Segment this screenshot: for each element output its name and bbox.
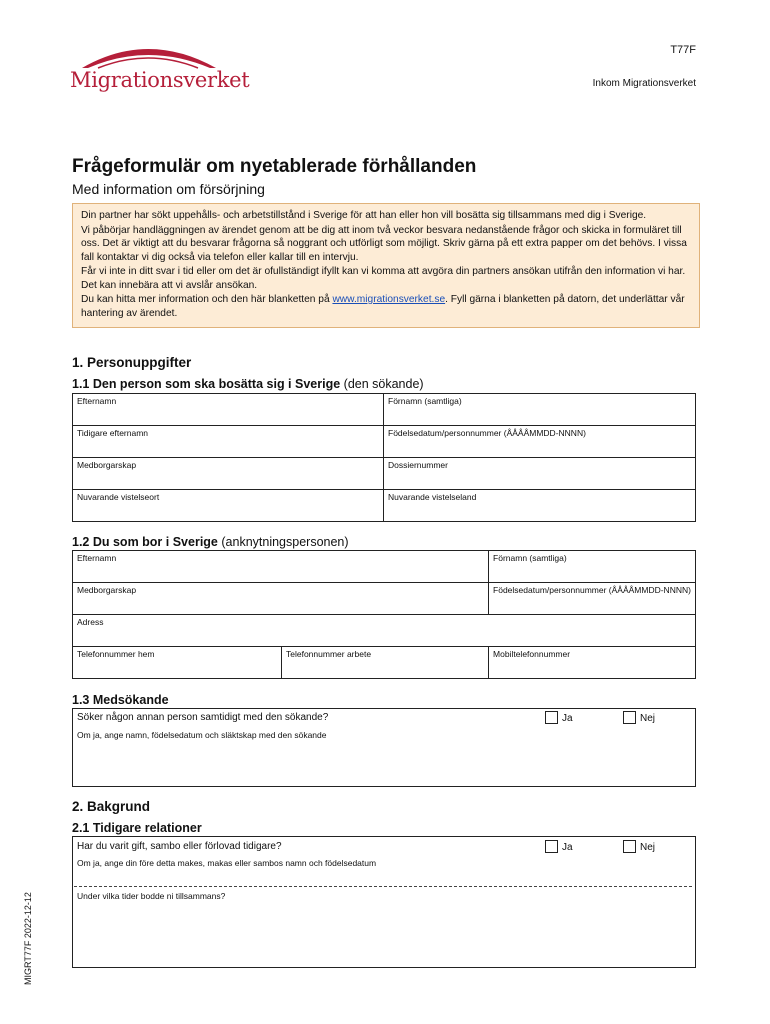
info-text-before-link: Du kan hitta mer information och den här blanketten på — [81, 294, 333, 305]
info-paragraph-1: Din partner har sökt uppehålls- och arbetstillstånd i Sverige för att han eller hon vill bosätta sig tillsammans med dig i Sverige. — [81, 210, 647, 221]
sponsor-mobile-field[interactable] — [489, 647, 696, 679]
field-label: Födelsedatum/personnummer (ÅÅÅÅMMDD-NNNN) — [493, 585, 691, 595]
info-text-after-link: . Fyll gärna i blanketten på datorn, det underlättar vår hantering av ärendet. — [81, 294, 685, 319]
previous-relations-detail-field[interactable] — [74, 870, 692, 886]
co-applicant-yes-label: Ja — [562, 713, 573, 724]
applicant-residence-country-field[interactable] — [384, 490, 696, 522]
logo-text: Migrationsverket — [70, 68, 250, 92]
field-label: Medborgarskap — [77, 585, 137, 595]
previous-relations-yes-checkbox[interactable] — [545, 840, 558, 853]
sponsor-address-field[interactable] — [73, 615, 696, 647]
section-1-2-heading-note: (anknytningspersonen) — [221, 535, 349, 549]
field-label: Nuvarande vistelseort — [77, 492, 160, 502]
applicant-table — [72, 393, 696, 522]
section-1-2-heading — [72, 535, 349, 549]
form-id: T77F — [670, 44, 696, 56]
section-1-heading: 1. Personuppgifter — [72, 355, 192, 370]
field-label: Förnamn (samtliga) — [493, 553, 567, 563]
sponsor-citizenship-field[interactable] — [73, 583, 489, 615]
field-label: Mobiltelefonnummer — [493, 649, 571, 659]
co-applicant-detail-field[interactable] — [74, 742, 692, 782]
info-paragraph-2: Vi påbörjar handläggningen av ärendet genom att be dig att inom två veckor besvara nedanstående frågor och skicka in formuläret till oss. Det är viktigt att du besvarar frågorna så noggrant och utförligt som möjligt. Skriv gärna på ett extra papper om det behövs. I vissa fall kontaktar vi dig också via telefon eller kallar till en intervju. — [81, 224, 687, 263]
section-1-1-heading-note: (den sökande) — [343, 377, 424, 391]
previous-relations-yes-label: Ja — [562, 842, 573, 853]
dashed-divider — [74, 886, 692, 887]
field-label: Förnamn (samtliga) — [388, 396, 462, 406]
page-subtitle: Med information om försörjning — [72, 181, 265, 197]
sponsor-table — [72, 550, 696, 679]
field-label: Telefonnummer hem — [77, 649, 155, 659]
previous-relations-question: Har du varit gift, sambo eller förlovad tidigare? — [77, 841, 282, 852]
co-applicant-no-checkbox[interactable] — [623, 711, 636, 724]
section-1-2-heading-bold: 1.2 Du som bor i Sverige — [72, 535, 218, 549]
applicant-residence-place-field[interactable] — [73, 490, 384, 522]
field-label: Födelsedatum/personnummer (ÅÅÅÅMMDD-NNNN) — [388, 428, 586, 438]
field-label: Nuvarande vistelseland — [388, 492, 477, 502]
applicant-surname-field[interactable] — [73, 394, 384, 426]
info-paragraph-4 — [81, 293, 691, 320]
received-label: Inkom Migrationsverket — [592, 78, 696, 89]
applicant-citizenship-field[interactable] — [73, 458, 384, 490]
section-2-heading: 2. Bakgrund — [72, 799, 151, 814]
website-link[interactable]: www.migrationsverket.se — [332, 294, 446, 305]
cohabitation-period-label: Under vilka tider bodde ni tillsammans? — [77, 891, 226, 901]
sponsor-home-phone-field[interactable] — [73, 647, 282, 679]
field-label: Efternamn — [77, 396, 117, 406]
form-version-side-text: MIGRT77F 2022-12-12 — [23, 892, 33, 985]
co-applicant-yes-checkbox[interactable] — [545, 711, 558, 724]
previous-relations-no-checkbox[interactable] — [623, 840, 636, 853]
section-1-1-heading-bold: 1.1 Den person som ska bosätta sig i Sverige — [72, 377, 341, 391]
applicant-firstname-field[interactable] — [384, 394, 696, 426]
applicant-birthdate-field[interactable] — [384, 426, 696, 458]
applicant-former-surname-field[interactable] — [73, 426, 384, 458]
cohabitation-period-field[interactable] — [74, 903, 692, 963]
field-label: Telefonnummer arbete — [286, 649, 372, 659]
info-paragraph-3: Får vi inte in ditt svar i tid eller om det är ofullständigt ifyllt kan vi komma att avgöra din partners ansökan utifrån den information vi har. Det kan innebära att vi avslår ansökan. — [81, 266, 686, 291]
page-title: Frågeformulär om nyetablerade förhållanden — [72, 156, 477, 177]
logo-arc-icon — [78, 38, 218, 70]
sponsor-work-phone-field[interactable] — [282, 647, 489, 679]
field-label: Medborgarskap — [77, 460, 137, 470]
co-applicant-detail-label: Om ja, ange namn, födelsedatum och släktskap med den sökande — [77, 730, 327, 740]
info-box — [72, 203, 700, 328]
migrationsverket-logo — [70, 38, 250, 98]
previous-relations-detail-label: Om ja, ange din före detta makes, makas eller sambos namn och födelsedatum — [77, 858, 377, 868]
applicant-dossier-field[interactable] — [384, 458, 696, 490]
co-applicant-no-label: Nej — [640, 713, 656, 724]
section-2-1-heading: 2.1 Tidigare relationer — [72, 821, 202, 835]
section-1-1-heading — [72, 377, 424, 391]
field-label: Efternamn — [77, 553, 117, 563]
sponsor-birthdate-field[interactable] — [489, 583, 696, 615]
co-applicant-question: Söker någon annan person samtidigt med den sökande? — [77, 712, 329, 723]
sponsor-surname-field[interactable] — [73, 551, 489, 583]
section-1-3-heading: 1.3 Medsökande — [72, 693, 169, 707]
previous-relations-no-label: Nej — [640, 842, 656, 853]
field-label: Dossiernummer — [388, 460, 448, 470]
field-label: Adress — [77, 617, 104, 627]
field-label: Tidigare efternamn — [77, 428, 149, 438]
sponsor-firstname-field[interactable] — [489, 551, 696, 583]
